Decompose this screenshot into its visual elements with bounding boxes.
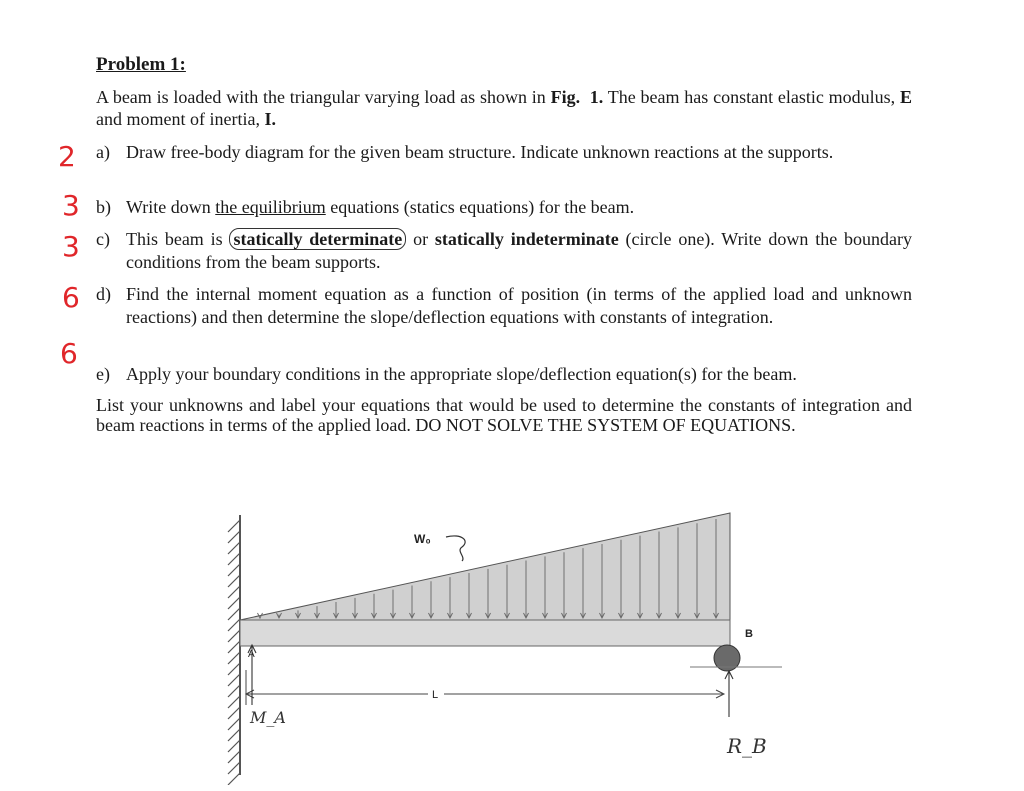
item-c-label: c) (96, 229, 110, 249)
fixed-wall (228, 515, 240, 785)
wall-hatch-line (228, 718, 240, 730)
wall-hatch-line (228, 685, 240, 697)
item-d-text: Find the internal moment equation as a function of position (in terms of the applied load and unknown reactions) and then determine the slope/deflection equations with constants of integration. (126, 284, 912, 327)
option-determinate-circled: statically determinate (229, 228, 406, 250)
intro-fig-ref: Fig. (550, 87, 581, 107)
item-b-underlined: the equilibrium (215, 197, 326, 217)
intro-text-3: and moment of inertia, (96, 109, 265, 129)
problem-intro (96, 86, 912, 130)
wall-hatch-line (228, 597, 240, 609)
handwritten-rb: R_B (727, 734, 767, 758)
wall-hatch-line (228, 542, 240, 554)
wall-hatch-line (228, 520, 240, 532)
length-label: L (432, 689, 439, 701)
beam (240, 620, 730, 646)
problem-title: Problem 1: (96, 54, 186, 75)
item-c-text-2: or (406, 229, 435, 249)
score-d: 6 (62, 281, 80, 314)
wall-hatch-line (228, 696, 240, 708)
beam-figure (200, 495, 800, 785)
wall-hatch-line (228, 630, 240, 642)
support-b-label: B (745, 628, 753, 640)
wall-hatch-line (228, 531, 240, 543)
wall-hatch-line (228, 553, 240, 565)
wall-hatch-line (228, 707, 240, 719)
reaction-arrow-b (725, 671, 733, 717)
score-b: 3 (62, 189, 80, 222)
item-e-text: Apply your boundary conditions in the appropriate slope/deflection equation(s) for the beam. (126, 364, 797, 384)
wall-hatch-line (228, 652, 240, 664)
item-b-text (126, 196, 912, 219)
wall-hatch-line (228, 586, 240, 598)
item-b-label: b) (96, 197, 111, 217)
item-b-text-3: equations (statics equations) for the beam. (325, 197, 635, 217)
wall-hatch-line (228, 762, 240, 774)
wall-hatch-line (228, 663, 240, 675)
item-a-text: Draw free-body diagram for the given beam structure. Indicate unknown reactions at the supports. (126, 142, 834, 162)
wall-hatch-line (228, 575, 240, 587)
score-c: 3 (62, 230, 80, 263)
wall-hatch-line (228, 751, 240, 763)
item-c-text-3: (circle one). Write down the boundary conditions from the beam supports. (126, 229, 913, 272)
support-a-label: A (248, 649, 255, 660)
wall-hatch-line (228, 773, 240, 785)
triangular-load (240, 513, 730, 620)
item-d-label: d) (96, 284, 111, 304)
wall-hatch-line (228, 729, 240, 741)
wall-hatch-line (228, 641, 240, 653)
wall-hatch-line (228, 619, 240, 631)
wall-hatch-line (228, 674, 240, 686)
load-pointer (446, 536, 465, 561)
score-e: 6 (60, 337, 78, 370)
closing-instructions: List your unknowns and label your equations that would be used to determine the constants of integration and beam reactions in terms of the applied load. DO NOT SOLVE THE SYSTEM OF EQUATIONS. (96, 395, 912, 435)
dimension-line (246, 670, 724, 705)
item-b-text-1: Write down (126, 197, 216, 217)
intro-text-1: A beam is loaded with the triangular varying load as shown in (96, 87, 551, 107)
item-a-label: a) (96, 142, 110, 162)
intro-text-2: The beam has constant elastic modulus, (603, 87, 900, 107)
wall-hatch-line (228, 564, 240, 576)
intro-symbol-e: E (900, 87, 913, 107)
intro-symbol-i: I. (264, 109, 276, 129)
score-a: 2 (58, 140, 76, 173)
item-c-text-1: This beam is (126, 229, 230, 249)
wall-hatch-line (228, 608, 240, 620)
intro-fig-num: 1. (589, 87, 604, 107)
item-e-label: e) (96, 364, 110, 384)
load-label: W₀ (414, 532, 431, 546)
item-c-text (126, 228, 912, 274)
wall-hatch-line (228, 740, 240, 752)
option-indeterminate: statically indeterminate (434, 229, 619, 249)
handwritten-ma: M_A (250, 708, 286, 727)
